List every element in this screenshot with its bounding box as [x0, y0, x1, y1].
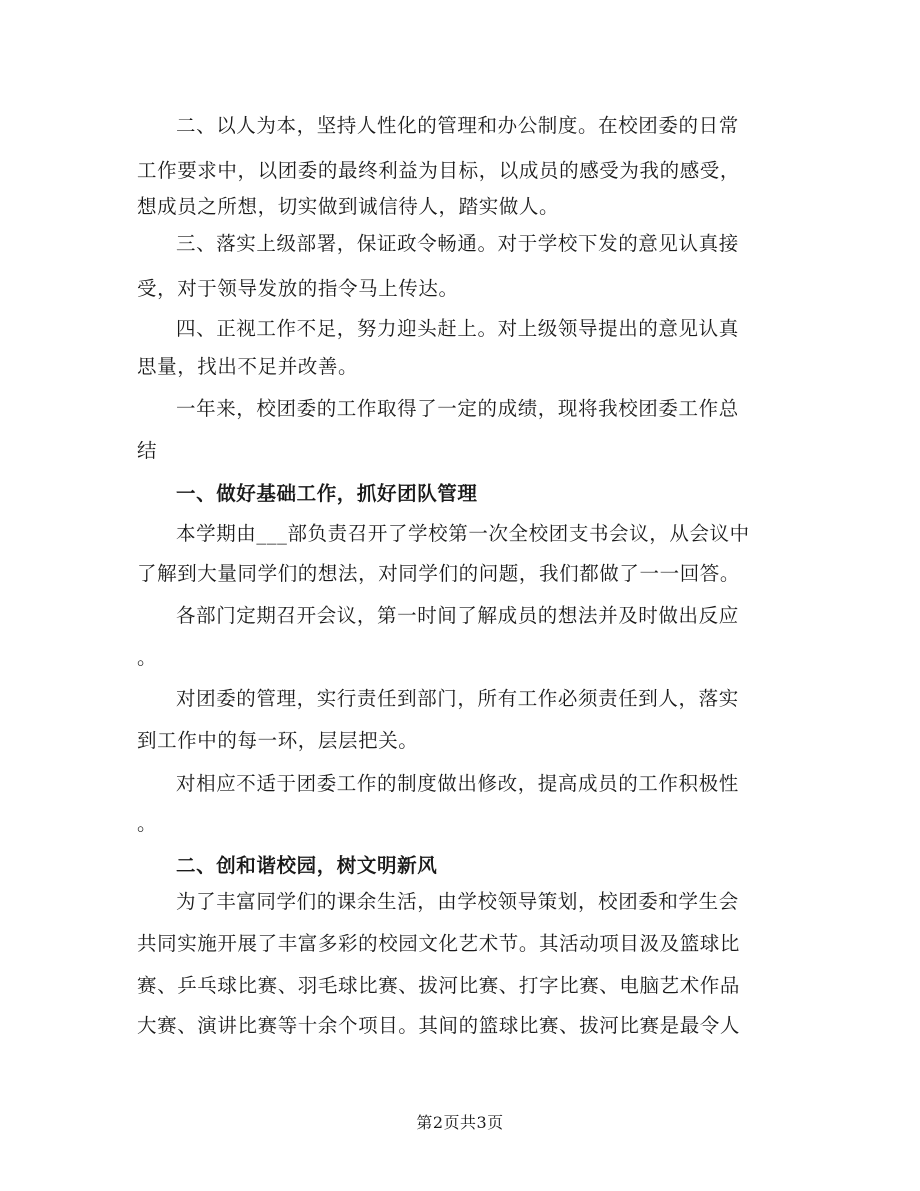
paragraph-line: 三、落实上级部署，保证政令畅通。对于学校下发的意见认真接 [176, 232, 739, 255]
paragraph-line: 为了丰富同学们的课余生活，由学校领导策划，校团委和学生会 [176, 890, 739, 913]
paragraph-line: 大赛、演讲比赛等十余个项目。其间的篮球比赛、拔河比赛是最令人 [137, 1014, 741, 1037]
paragraph-line: 了解到大量同学们的想法，对同学们的问题，我们都做了一一回答。 [137, 562, 741, 585]
paragraph-line: 对相应不适于团委工作的制度做出修改，提高成员的工作积极性 [176, 772, 739, 795]
paragraph-line: 共同实施开展了丰富多彩的校园文化艺术节。其活动项目汲及篮球比 [137, 932, 741, 955]
paragraph-line: 本学期由___部负责召开了学校第一次全校团支书会议，从会议中 [176, 522, 750, 545]
paragraph-line: 结 [137, 439, 158, 462]
paragraph-line: 。 [137, 812, 158, 835]
paragraph-line: 二、以人为本，坚持人性化的管理和办公制度。在校团委的日常 [176, 114, 739, 137]
paragraph-line: 赛、乒乓球比赛、羽毛球比赛、拔河比赛、打字比赛、电脑艺术作品 [137, 974, 741, 997]
paragraph-line: 一年来，校团委的工作取得了一定的成绩，现将我校团委工作总 [176, 397, 739, 420]
page-number: 第2页共3页 [416, 1113, 504, 1132]
paragraph-line: 受，对于领导发放的指令马上传达。 [137, 277, 459, 300]
paragraph-line: 想成员之所想，切实做到诚信待人，踏实做人。 [137, 195, 560, 218]
paragraph-line: 各部门定期召开会议，第一时间了解成员的想法并及时做出反应 [176, 604, 739, 627]
paragraph-line: 对团委的管理，实行责任到部门，所有工作必须责任到人，落实 [176, 687, 739, 710]
section-heading: 二、创和谐校园，树文明新风 [176, 854, 438, 877]
section-heading: 一、做好基础工作，抓好团队管理 [176, 482, 478, 505]
paragraph-line: 四、正视工作不足，努力迎头赶上。对上级领导提出的意见认真 [176, 317, 739, 340]
paragraph-line: 思量，找出不足并改善。 [137, 355, 359, 378]
paragraph-line: 。 [137, 646, 158, 669]
paragraph-line: 到工作中的每一环，层层把关。 [137, 729, 419, 752]
paragraph-line: 工作要求中，以团委的最终利益为目标，以成员的感受为我的感受， [137, 159, 741, 182]
